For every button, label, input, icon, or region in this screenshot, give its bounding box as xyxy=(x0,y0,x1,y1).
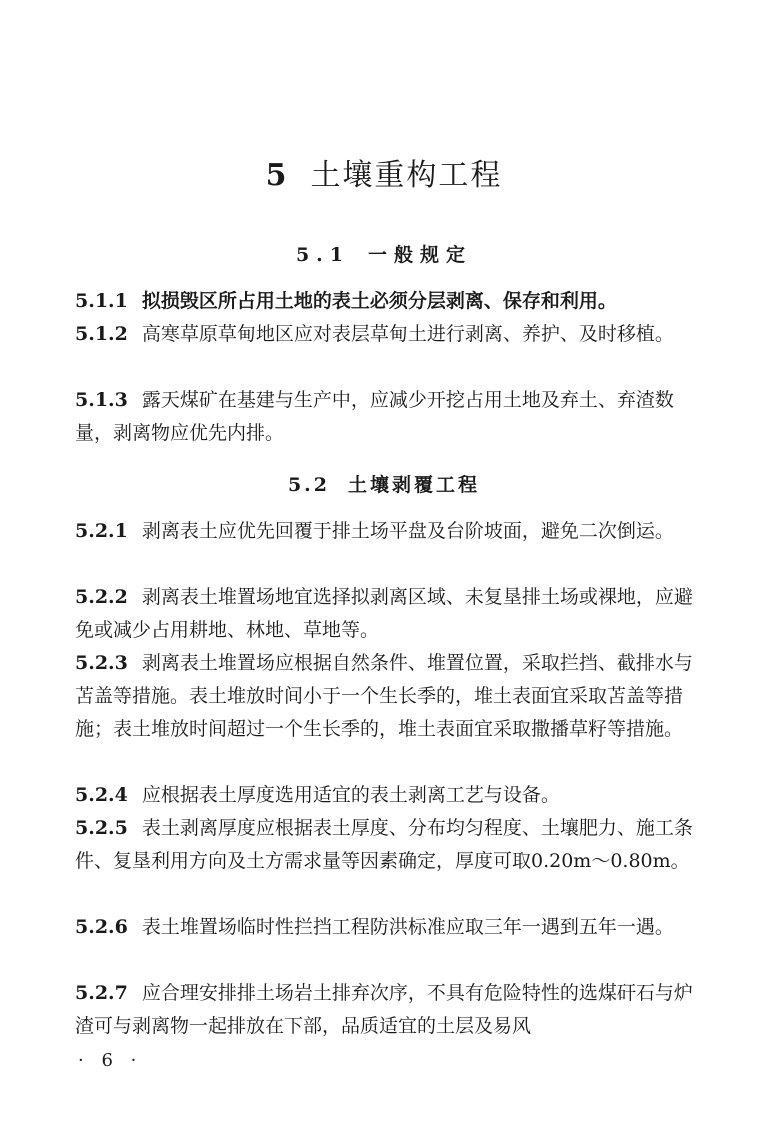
clause-number: 5.2.5 xyxy=(75,817,128,839)
chapter-heading xyxy=(0,150,768,194)
page-number: · 6 · xyxy=(78,1050,143,1071)
clause-number: 5.2.1 xyxy=(75,520,128,542)
clause-number: 5.1.3 xyxy=(75,389,128,411)
clause-text: 高寒草原草甸地区应对表层草甸土进行剥离、养护、及时移植。 xyxy=(141,323,674,345)
section-title: 土壤剥覆工程 xyxy=(348,474,481,496)
clause-number: 5.2.3 xyxy=(75,652,128,674)
section-heading xyxy=(0,240,768,267)
chapter-title: 土壤重构工程 xyxy=(310,158,503,193)
clause-5-2-7 xyxy=(75,977,695,1043)
section-number: 5.2 xyxy=(287,474,331,496)
chapter-number: 5 xyxy=(265,158,289,193)
clause-5-2-4 xyxy=(75,779,695,812)
clause-5-2-6 xyxy=(75,911,695,944)
clause-number: 5.2.6 xyxy=(75,916,128,938)
clause-5-1-2 xyxy=(75,318,695,351)
section-number: 5.1 xyxy=(295,244,351,266)
clause-5-1-1 xyxy=(75,285,695,318)
clause-number: 5.2.2 xyxy=(75,586,128,608)
section-title: 一般规定 xyxy=(368,244,473,266)
clause-text: 表土堆置场临时性拦挡工程防洪标准应取三年一遇到五年一遇。 xyxy=(141,916,674,938)
clause-5-2-3 xyxy=(75,647,695,746)
clause-text: 剥离表土堆置场应根据自然条件、堆置位置，采取拦挡、截排水与苫盖等措施。表土堆放时间小于一个生长季的，堆土表面宜采取苫盖等措施；表土堆放时间超过一个生长季的，堆土表面宜采取撒播草籽等措施。 xyxy=(75,652,693,740)
clause-text: 应根据表土厚度选用适宜的表土剥离工艺与设备。 xyxy=(141,784,560,806)
clause-text: 剥离表土应优先回覆于排土场平盘及台阶坡面，避免二次倒运。 xyxy=(141,520,674,542)
clause-number: 5.2.4 xyxy=(75,784,128,806)
clause-number: 5.1.1 xyxy=(75,290,128,312)
clause-number: 5.1.2 xyxy=(75,323,128,345)
clause-text: 表土剥离厚度应根据表土厚度、分布均匀程度、土壤肥力、施工条件、复垦利用方向及土方需求量等因素确定，厚度可取0.20m～0.80m。 xyxy=(75,817,693,872)
clause-text: 露天煤矿在基建与生产中，应减少开挖占用土地及弃土、弃渣数量，剥离物应优先内排。 xyxy=(75,389,674,444)
clause-5-1-3 xyxy=(75,384,695,450)
clause-text: 剥离表土堆置场地宜选择拟剥离区域、未复垦排土场或裸地，应避免或减少占用耕地、林地、草地等。 xyxy=(75,586,693,641)
clause-5-2-5 xyxy=(75,812,695,878)
section-heading xyxy=(0,470,768,497)
clause-number: 5.2.7 xyxy=(75,982,128,1004)
clause-text: 应合理安排排土场岩土排弃次序，不具有危险特性的选煤矸石与炉渣可与剥离物一起排放在下部，品质适宜的土层及易风 xyxy=(75,982,693,1037)
clause-5-2-2 xyxy=(75,581,695,647)
clause-5-2-1 xyxy=(75,515,695,548)
clause-text: 拟损毁区所占用土地的表土必须分层剥离、保存和利用。 xyxy=(141,290,617,312)
